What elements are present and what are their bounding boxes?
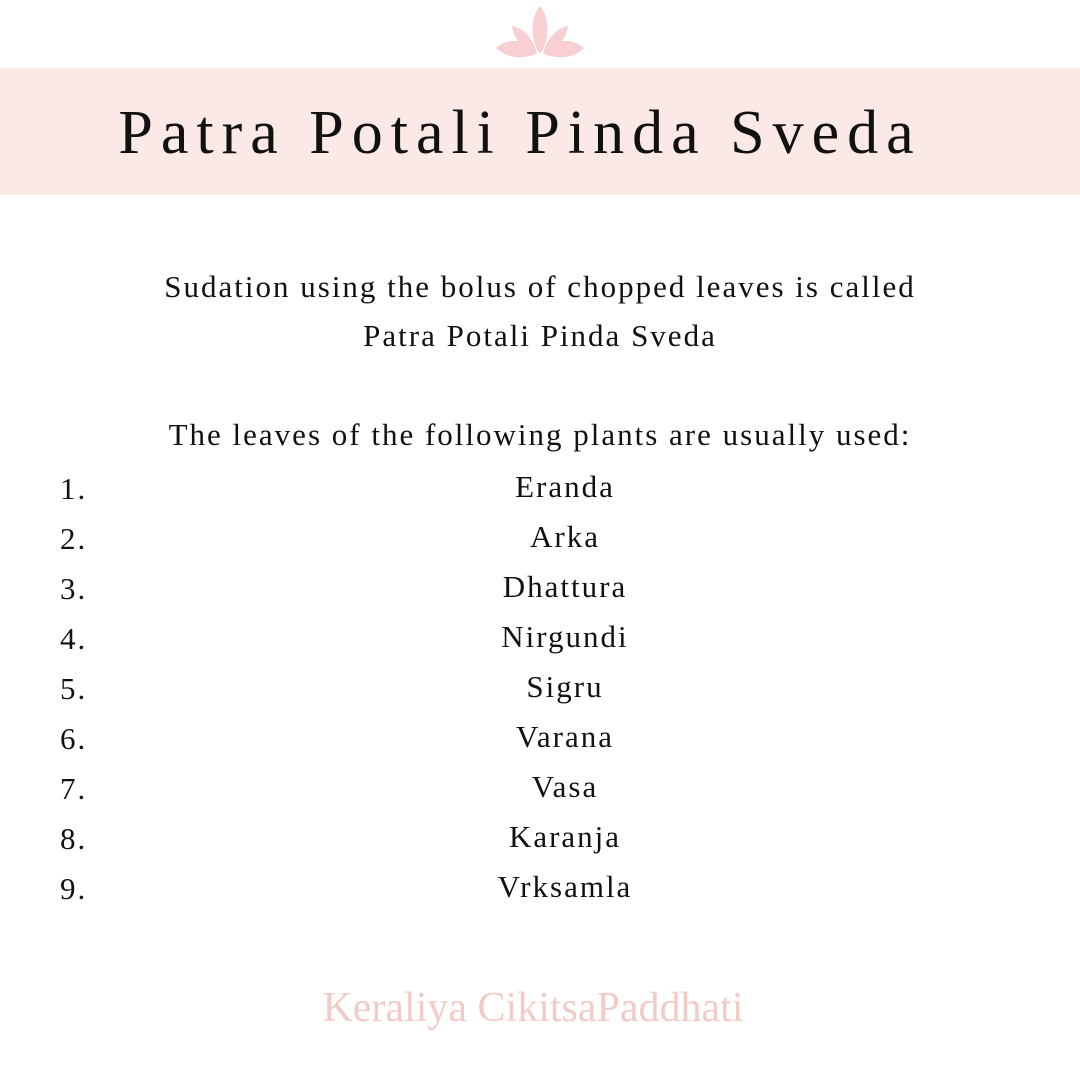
list-item	[0, 612, 1080, 662]
list-item-number: 5.	[60, 671, 88, 706]
intro-text	[60, 262, 1020, 360]
intro-line-2: Patra Potali Pinda Sveda	[363, 318, 717, 353]
list-item-name: Eranda	[515, 469, 615, 504]
list-item-number: 3.	[60, 571, 88, 606]
footer-brand: Keraliya CikitsaPaddhati	[322, 985, 744, 1031]
list-item	[0, 862, 1080, 912]
page-title: Patra Potali Pinda Sveda	[118, 99, 922, 167]
list-item	[0, 562, 1080, 612]
list-lead: The leaves of the following plants are usually used:	[168, 417, 912, 452]
list-item	[0, 762, 1080, 812]
lotus-icon	[490, 2, 590, 66]
list-item-name: Dhattura	[502, 569, 628, 604]
list-item-number: 9.	[60, 871, 88, 906]
list-item-number: 1.	[60, 471, 88, 506]
list-item-name: Karanja	[508, 819, 622, 854]
list-item-number: 4.	[60, 621, 88, 656]
list-item-name: Vrksamla	[497, 869, 633, 904]
list-item-name: Arka	[530, 519, 600, 554]
intro-line-1: Sudation using the bolus of chopped leaves is called	[164, 269, 916, 304]
list-item-number: 8.	[60, 821, 88, 856]
plant-list	[0, 462, 1080, 912]
list-item	[0, 462, 1080, 512]
list-item-name: Sigru	[526, 669, 604, 704]
list-item-name: Varana	[515, 719, 615, 754]
list-item-number: 6.	[60, 721, 88, 756]
list-item-number: 7.	[60, 771, 88, 806]
list-item-name: Vasa	[531, 769, 599, 804]
list-item-number: 2.	[60, 521, 88, 556]
list-item	[0, 812, 1080, 862]
list-item	[0, 712, 1080, 762]
list-item	[0, 662, 1080, 712]
list-item	[0, 512, 1080, 562]
list-item-name: Nirgundi	[501, 619, 629, 654]
